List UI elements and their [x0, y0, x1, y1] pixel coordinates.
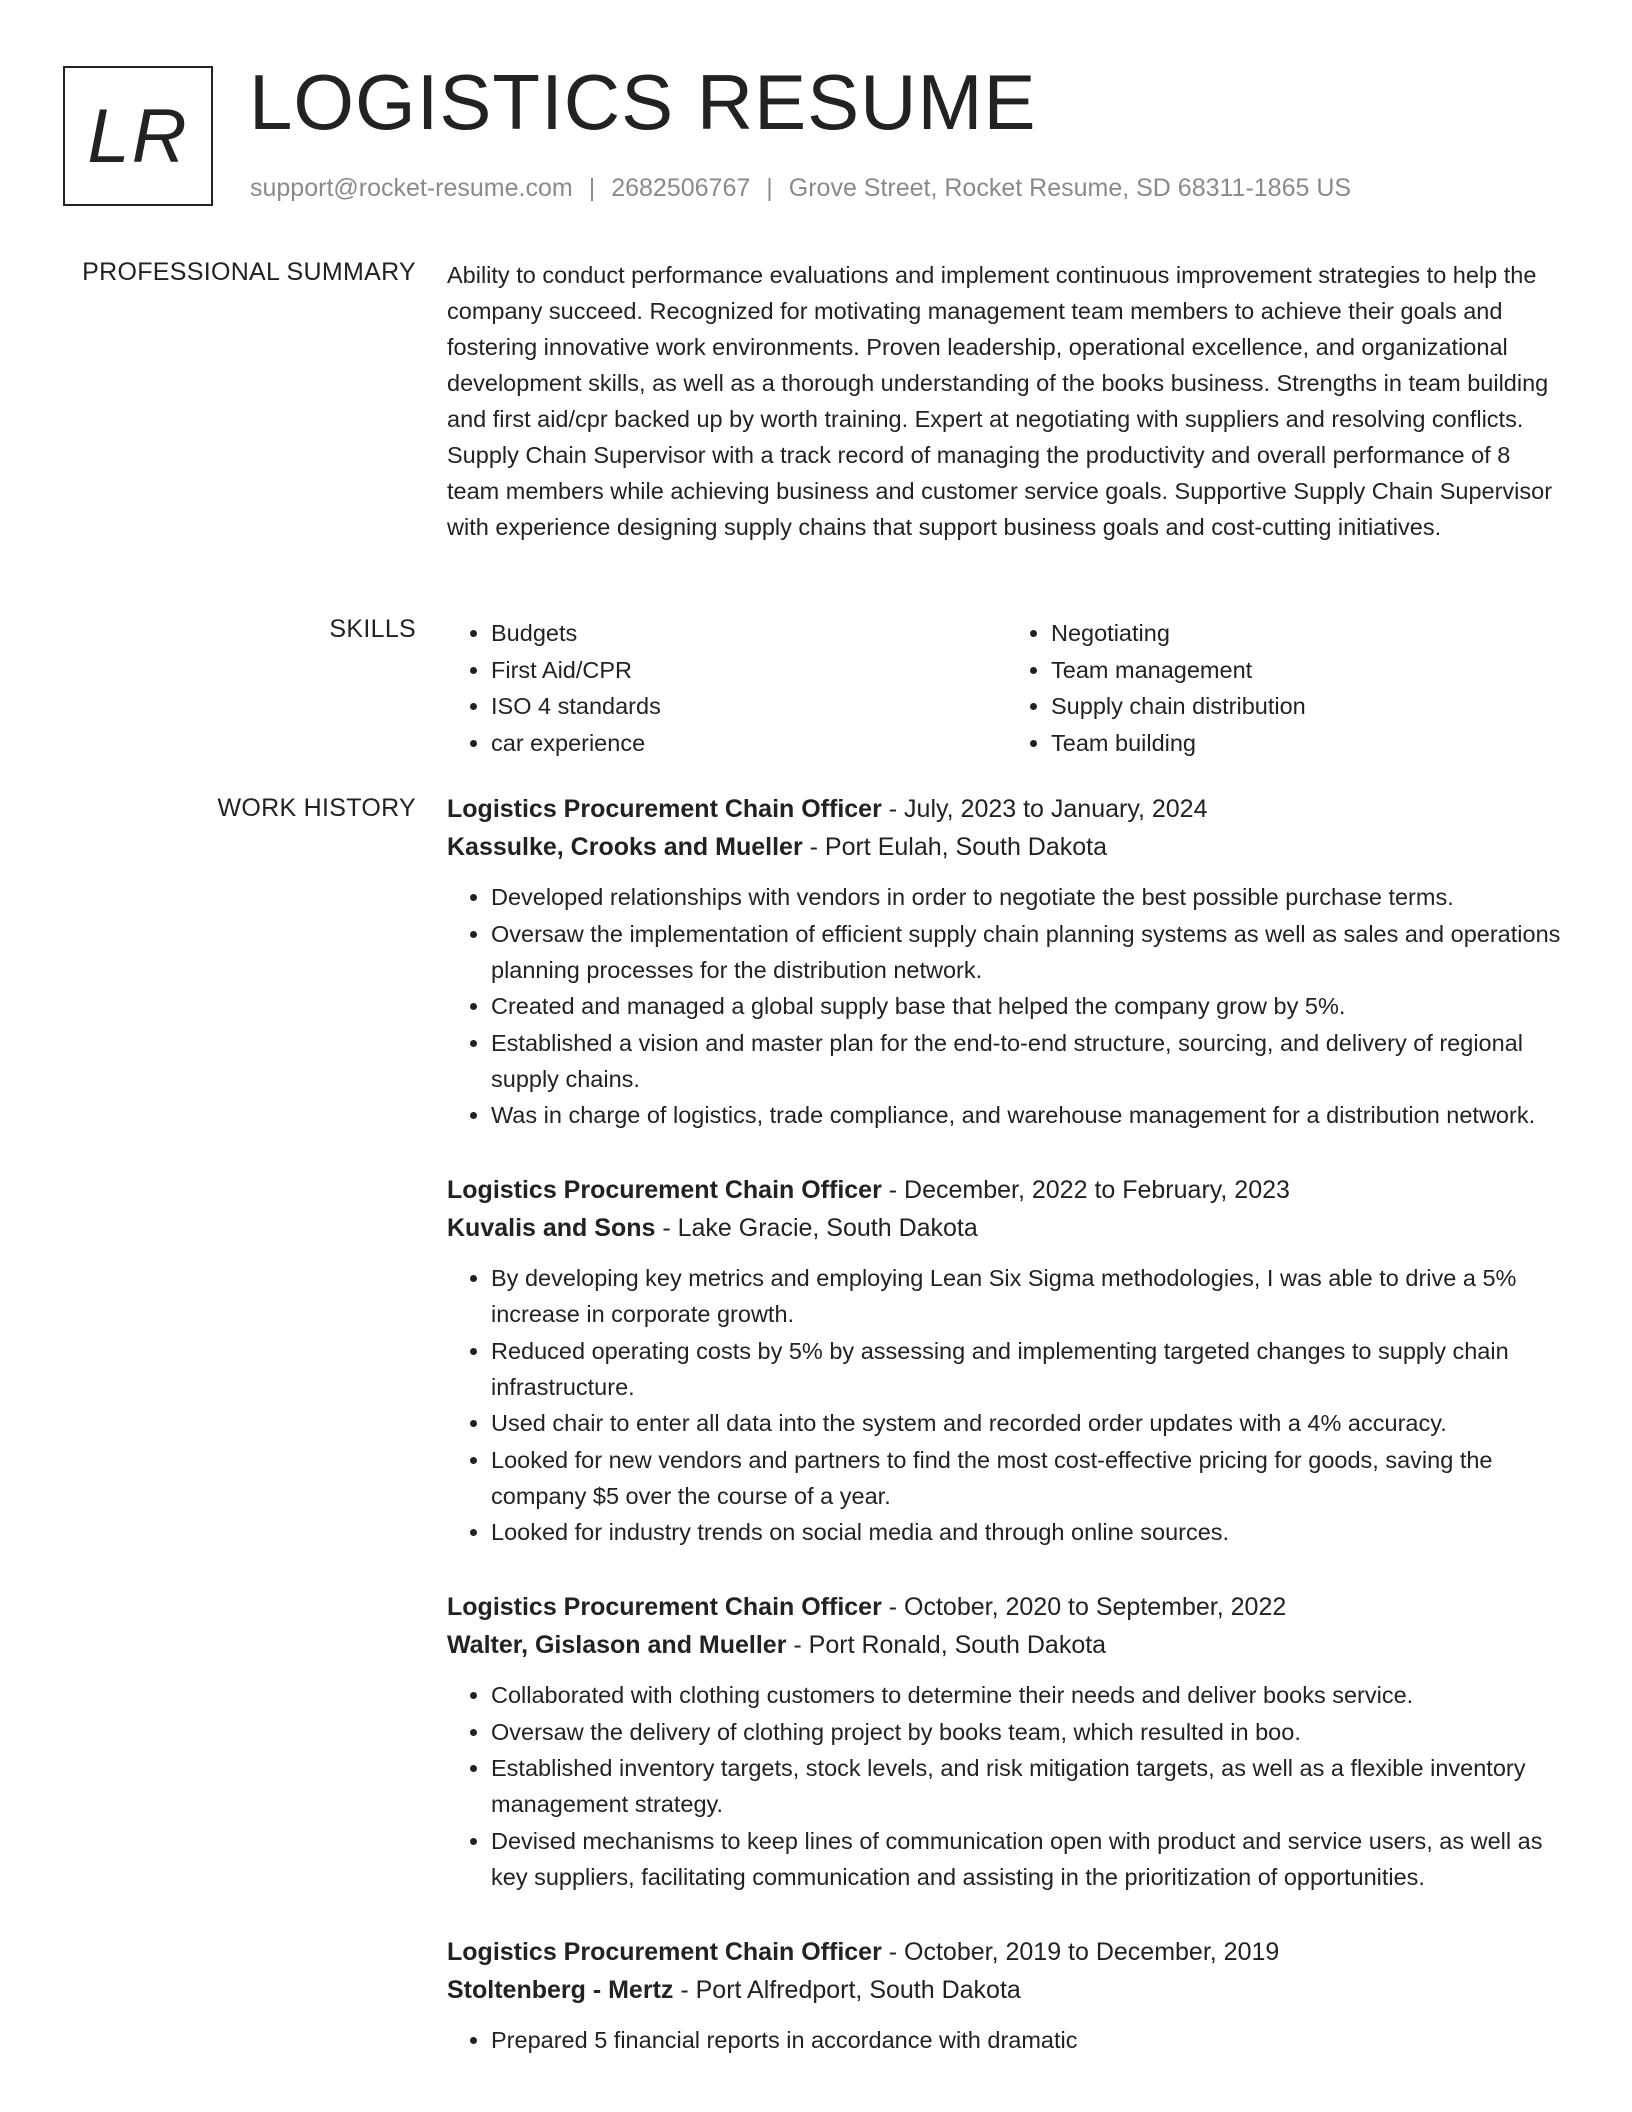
job-location: - Port Eulah, South Dakota	[802, 833, 1108, 861]
resume-title: LOGISTICS RESUME	[249, 58, 1037, 146]
job-entry	[447, 1933, 1567, 2058]
skill-item: • Budgets	[491, 615, 1007, 652]
skill-item: • Negotiating	[1051, 615, 1567, 652]
job-bullet: • Created and managed a global supply base that helped the company grow by 5%.	[491, 988, 1567, 1024]
job-bullet: • Oversaw the implementation of efficient supply chain planning systems as well as sales and operations planning processes for the distribution network.	[491, 916, 1567, 988]
job-company: Stoltenberg - Mertz	[447, 1975, 674, 2004]
job-bullet: • Devised mechanisms to keep lines of communication open with product and service users, as well as key suppliers, facilitating communication and assisting in the prioritization of opportunities.	[491, 1823, 1567, 1895]
job-company-line	[447, 1209, 1567, 1247]
job-entry	[447, 790, 1567, 1133]
job-dates: - July, 2023 to January, 2024	[881, 795, 1208, 823]
job-location: - Lake Gracie, South Dakota	[655, 1214, 978, 1242]
job-bullets	[447, 2022, 1567, 2058]
contact-phone: 2682506767	[611, 174, 751, 202]
job-title: Logistics Procurement Chain Officer	[447, 1176, 882, 1204]
job-company: Kuvalis and Sons	[447, 1214, 656, 1242]
contact-separator: |	[766, 174, 773, 202]
job-bullet: • Was in charge of logistics, trade compliance, and warehouse management for a distribution network.	[491, 1097, 1567, 1133]
skill-item: • First Aid/CPR	[491, 652, 1007, 689]
job-bullet: • Developed relationships with vendors in order to negotiate the best possible purchase terms.	[491, 879, 1567, 915]
skills-list-right	[1007, 615, 1567, 761]
skill-item: • ISO 4 standards	[491, 688, 1007, 725]
job-bullet: • Prepared 5 financial reports in accordance with dramatic	[491, 2022, 1567, 2058]
job-dates: - October, 2020 to September, 2022	[881, 1593, 1287, 1621]
job-company-line	[447, 1971, 1567, 2009]
skill-item: • Team management	[1051, 652, 1567, 689]
job-location: - Port Ronald, South Dakota	[786, 1631, 1107, 1659]
skill-item: • Team building	[1051, 725, 1567, 762]
job-company: Walter, Gislason and Mueller	[447, 1631, 787, 1659]
job-dates: - October, 2019 to December, 2019	[881, 1937, 1280, 1966]
skills-list-left	[447, 615, 1007, 761]
job-bullet: • Established inventory targets, stock levels, and risk mitigation targets, as well as a flexible inventory management strategy.	[491, 1750, 1567, 1822]
job-bullet: • Used chair to enter all data into the system and recorded order updates with a 4% accuracy.	[491, 1405, 1567, 1441]
section-label-work-history: WORK HISTORY	[217, 794, 416, 822]
skill-item: • car experience	[491, 725, 1007, 762]
job-bullet: • Established a vision and master plan for the end-to-end structure, sourcing, and delivery of regional supply chains.	[491, 1025, 1567, 1097]
job-title-line	[447, 790, 1567, 828]
summary-text: Ability to conduct performance evaluations and implement continuous improvement strategies to help the company succeed. Recognized for motivating management team members to achieve their goals and fostering innovative work environments. Proven leadership, operational excellence, and organizational development skills, as well as a thorough understanding of the books business. Strengths in team building and first aid/cpr backed up by worth training. Expert at negotiating with suppliers and resolving conflicts. Supply Chain Supervisor with a track record of managing the productivity and overall performance of 8 team members while achieving business and customer service goals. Supportive Supply Chain Supervisor with experience designing supply chains that support business goals and cost-cutting initiatives.	[447, 262, 1553, 540]
job-bullet: • By developing key metrics and employing Lean Six Sigma methodologies, I was able to drive a 5% increase in corporate growth.	[491, 1260, 1567, 1332]
job-title: Logistics Procurement Chain Officer	[447, 1937, 882, 1966]
job-bullet: • Collaborated with clothing customers to determine their needs and deliver books service.	[491, 1677, 1567, 1713]
job-bullets	[447, 879, 1567, 1133]
monogram-logo: LR	[63, 66, 213, 206]
job-bullet: • Oversaw the delivery of clothing project by books team, which resulted in boo.	[491, 1714, 1567, 1750]
job-bullets	[447, 1260, 1567, 1550]
job-company-line	[447, 828, 1567, 866]
contact-line	[250, 174, 1351, 203]
job-company: Kassulke, Crooks and Mueller	[447, 833, 803, 861]
job-entry	[447, 1588, 1567, 1895]
contact-separator: |	[588, 174, 596, 202]
job-title-line	[447, 1933, 1567, 1971]
section-label-summary: PROFESSIONAL SUMMARY	[82, 258, 416, 286]
job-title: Logistics Procurement Chain Officer	[447, 1593, 882, 1621]
job-title-line	[447, 1588, 1567, 1626]
job-bullets	[447, 1677, 1567, 1895]
skill-item: • Supply chain distribution	[1051, 688, 1567, 725]
contact-email: support@rocket-resume.com	[250, 174, 573, 202]
contact-address: Grove Street, Rocket Resume, SD 68311-1865 US	[788, 174, 1352, 202]
job-entry	[447, 1171, 1567, 1550]
job-bullet: • Looked for industry trends on social media and through online sources.	[491, 1514, 1567, 1550]
job-bullet: • Reduced operating costs by 5% by assessing and implementing targeted changes to supply chain infrastructure.	[491, 1333, 1567, 1405]
job-title: Logistics Procurement Chain Officer	[447, 795, 882, 823]
job-bullet: • Looked for new vendors and partners to find the most cost-effective pricing for goods, saving the company $5 over the course of a year.	[491, 1442, 1567, 1514]
job-company-line	[447, 1626, 1567, 1664]
section-label-skills: SKILLS	[329, 615, 416, 643]
skills-columns	[447, 615, 1567, 761]
job-location: - Port Alfredport, South Dakota	[673, 1975, 1021, 2004]
job-title-line	[447, 1171, 1567, 1209]
job-dates: - December, 2022 to February, 2023	[881, 1176, 1290, 1204]
